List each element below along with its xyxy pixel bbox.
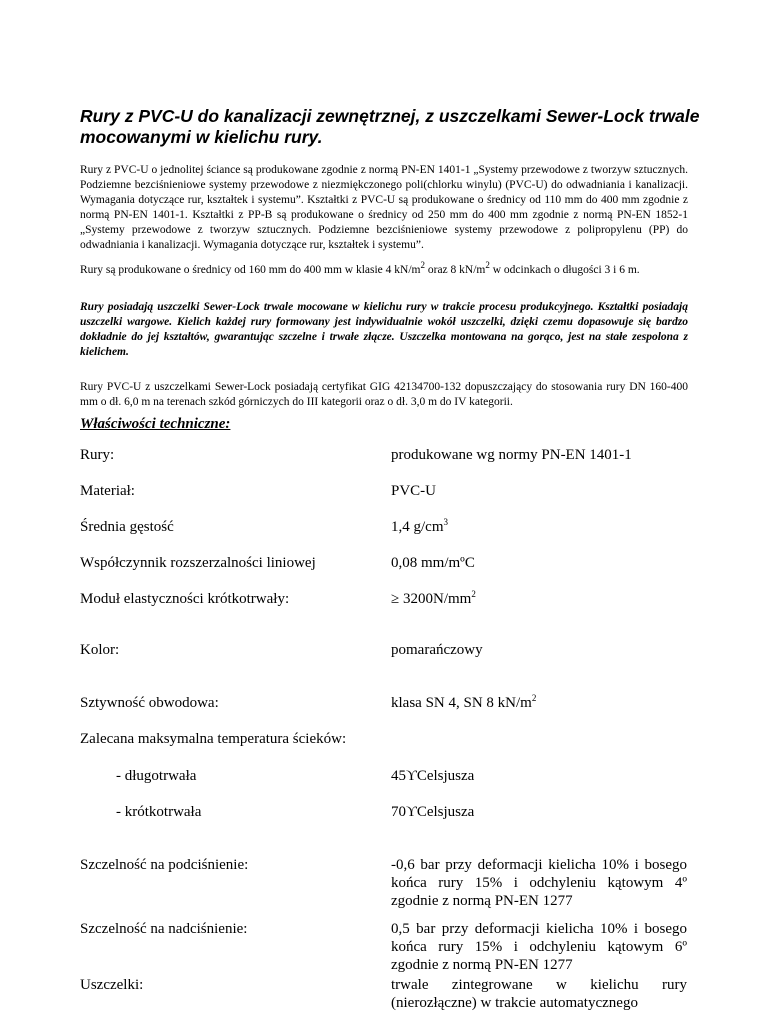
superscript: 2 <box>531 693 537 703</box>
superscript: 2 <box>420 260 425 271</box>
spec-value-modulus <box>391 590 687 608</box>
spec-label-underpressure: Szczelność na podciśnienie: <box>80 857 249 873</box>
modulus-text: ≥ 3200N/mm <box>391 591 472 607</box>
spec-label-modulus: Moduł elastyczności krótkotrwały: <box>80 591 290 607</box>
dimensions-text-b: oraz 8 kN/m <box>425 264 486 276</box>
spec-label-long-term: - długotrwała <box>116 768 197 784</box>
superscript: 2 <box>471 589 476 599</box>
spec-value-long-term: 45ϒCelsjusza <box>391 768 475 784</box>
spec-label-stiffness: Sztywność obwodowa: <box>80 695 219 711</box>
superscript: 3 <box>443 517 448 527</box>
document-title: Rury z PVC-U do kanalizacji zewnętrznej, z uszczelkami Sewer-Lock trwale mocowanymi w kielichu rury. <box>80 106 700 147</box>
seals-paragraph: Rury posiadają uszczelki Sewer-Lock trwale mocowane w kielichu rury w trakcie procesu produkcyjnego. Kształtki posiadają uszczelki wargowe. Kielich każdej rury formowany jest indywidualnie wokół uszczelki, dzięki czemu dopasowuje się bardzo dokładnie do jej kształtów, gwarantując szczelne i trwałe złącze. Uszczelka montowana na gorąco, jest na stałe zespolona z kielichem. <box>80 301 688 358</box>
stiffness-text: klasa SN 4, SN 8 kN/m <box>391 695 532 711</box>
spec-label-material: Materiał: <box>80 483 135 499</box>
spec-label-density: Średnia gęstość <box>80 519 174 535</box>
spec-label-rury: Rury: <box>80 447 115 463</box>
spec-value-density <box>391 518 687 536</box>
spec-value-rury: produkowane wg normy PN-EN 1401-1 <box>391 447 632 463</box>
spec-value-underpressure: -0,6 bar przy deformacji kielicha 10% i bosego końca rury 15% i odchyleniu kątowym 4º zgodnie z normą PN-EN 1277 <box>391 857 687 909</box>
spec-value-expansion: 0,08 mm/mºC <box>391 555 475 571</box>
spec-label-overpressure: Szczelność na nadciśnienie: <box>80 921 248 937</box>
spec-label-short-term: - krótkotrwała <box>116 804 202 820</box>
dimensions-text-c: w odcinkach o długości 3 i 6 m. <box>489 264 640 276</box>
spec-value-short-term: 70ϒCelsjusza <box>391 804 475 820</box>
spec-value-stiffness <box>391 694 687 712</box>
spec-label-seals: Uszczelki: <box>80 977 144 993</box>
spec-label-temperature: Zalecana maksymalna temperatura ścieków: <box>80 731 347 747</box>
spec-label-color: Kolor: <box>80 642 120 658</box>
density-text: 1,4 g/cm <box>391 519 444 535</box>
spec-value-seals: trwale zintegrowane w kielichu rury (nierozłączne) w trakcie automatycznego <box>391 977 687 1011</box>
spec-value-color: pomarańczowy <box>391 642 483 658</box>
specs-heading: Właściwości techniczne: <box>80 416 231 432</box>
dimensions-text-a: Rury są produkowane o średnicy od 160 mm do 400 mm w klasie 4 kN/m <box>80 264 421 276</box>
spec-label-expansion: Współczynnik rozszerzalności liniowej <box>80 555 316 571</box>
certificate-paragraph: Rury PVC-U z uszczelkami Sewer-Lock posiadają certyfikat GIG 42134700-132 dopuszczający do stosowania rury DN 160-400 mm o dł. 6,0 m na terenach szkód górniczych do III kategorii oraz o dł. 3,0 m do IV kategorii. <box>80 381 688 408</box>
spec-value-overpressure: 0,5 bar przy deformacji kielicha 10% i bosego końca rury 15% i odchyleniu kątowym 6º zgodnie z normą PN-EN 1277 <box>391 921 687 973</box>
intro-paragraph: Rury z PVC-U o jednolitej ściance są produkowane zgodnie z normą PN-EN 1401-1 „Systemy przewodowe z tworzyw sztucznych. Podziemne bezciśnieniowe systemy przewodowe z niezmiękczonego poli(chlorku winylu) (PVC-U) do odwadniania i kanalizacji. Wymagania dotyczące rur, kształtek i systemu”. Kształtki z PVC-U są produkowane o średnicy od 110 mm do 400 mm zgodnie z normą PN-EN 1401-1. Kształtki z PP-B są produkowane o średnicy od 250 mm do 400 mm zgodnie z normą PN-EN 1852-1 „Systemy przewodowe z tworzyw sztucznych. Podziemne bezciśnieniowe systemy przewodowe z polipropylenu (PP) do odwadniania i kanalizacji. Wymagania dotyczące rur, kształtek i systemu”. <box>80 164 688 251</box>
superscript: 2 <box>485 260 490 271</box>
dimensions-paragraph <box>80 260 688 278</box>
spec-value-material: PVC-U <box>391 483 437 499</box>
